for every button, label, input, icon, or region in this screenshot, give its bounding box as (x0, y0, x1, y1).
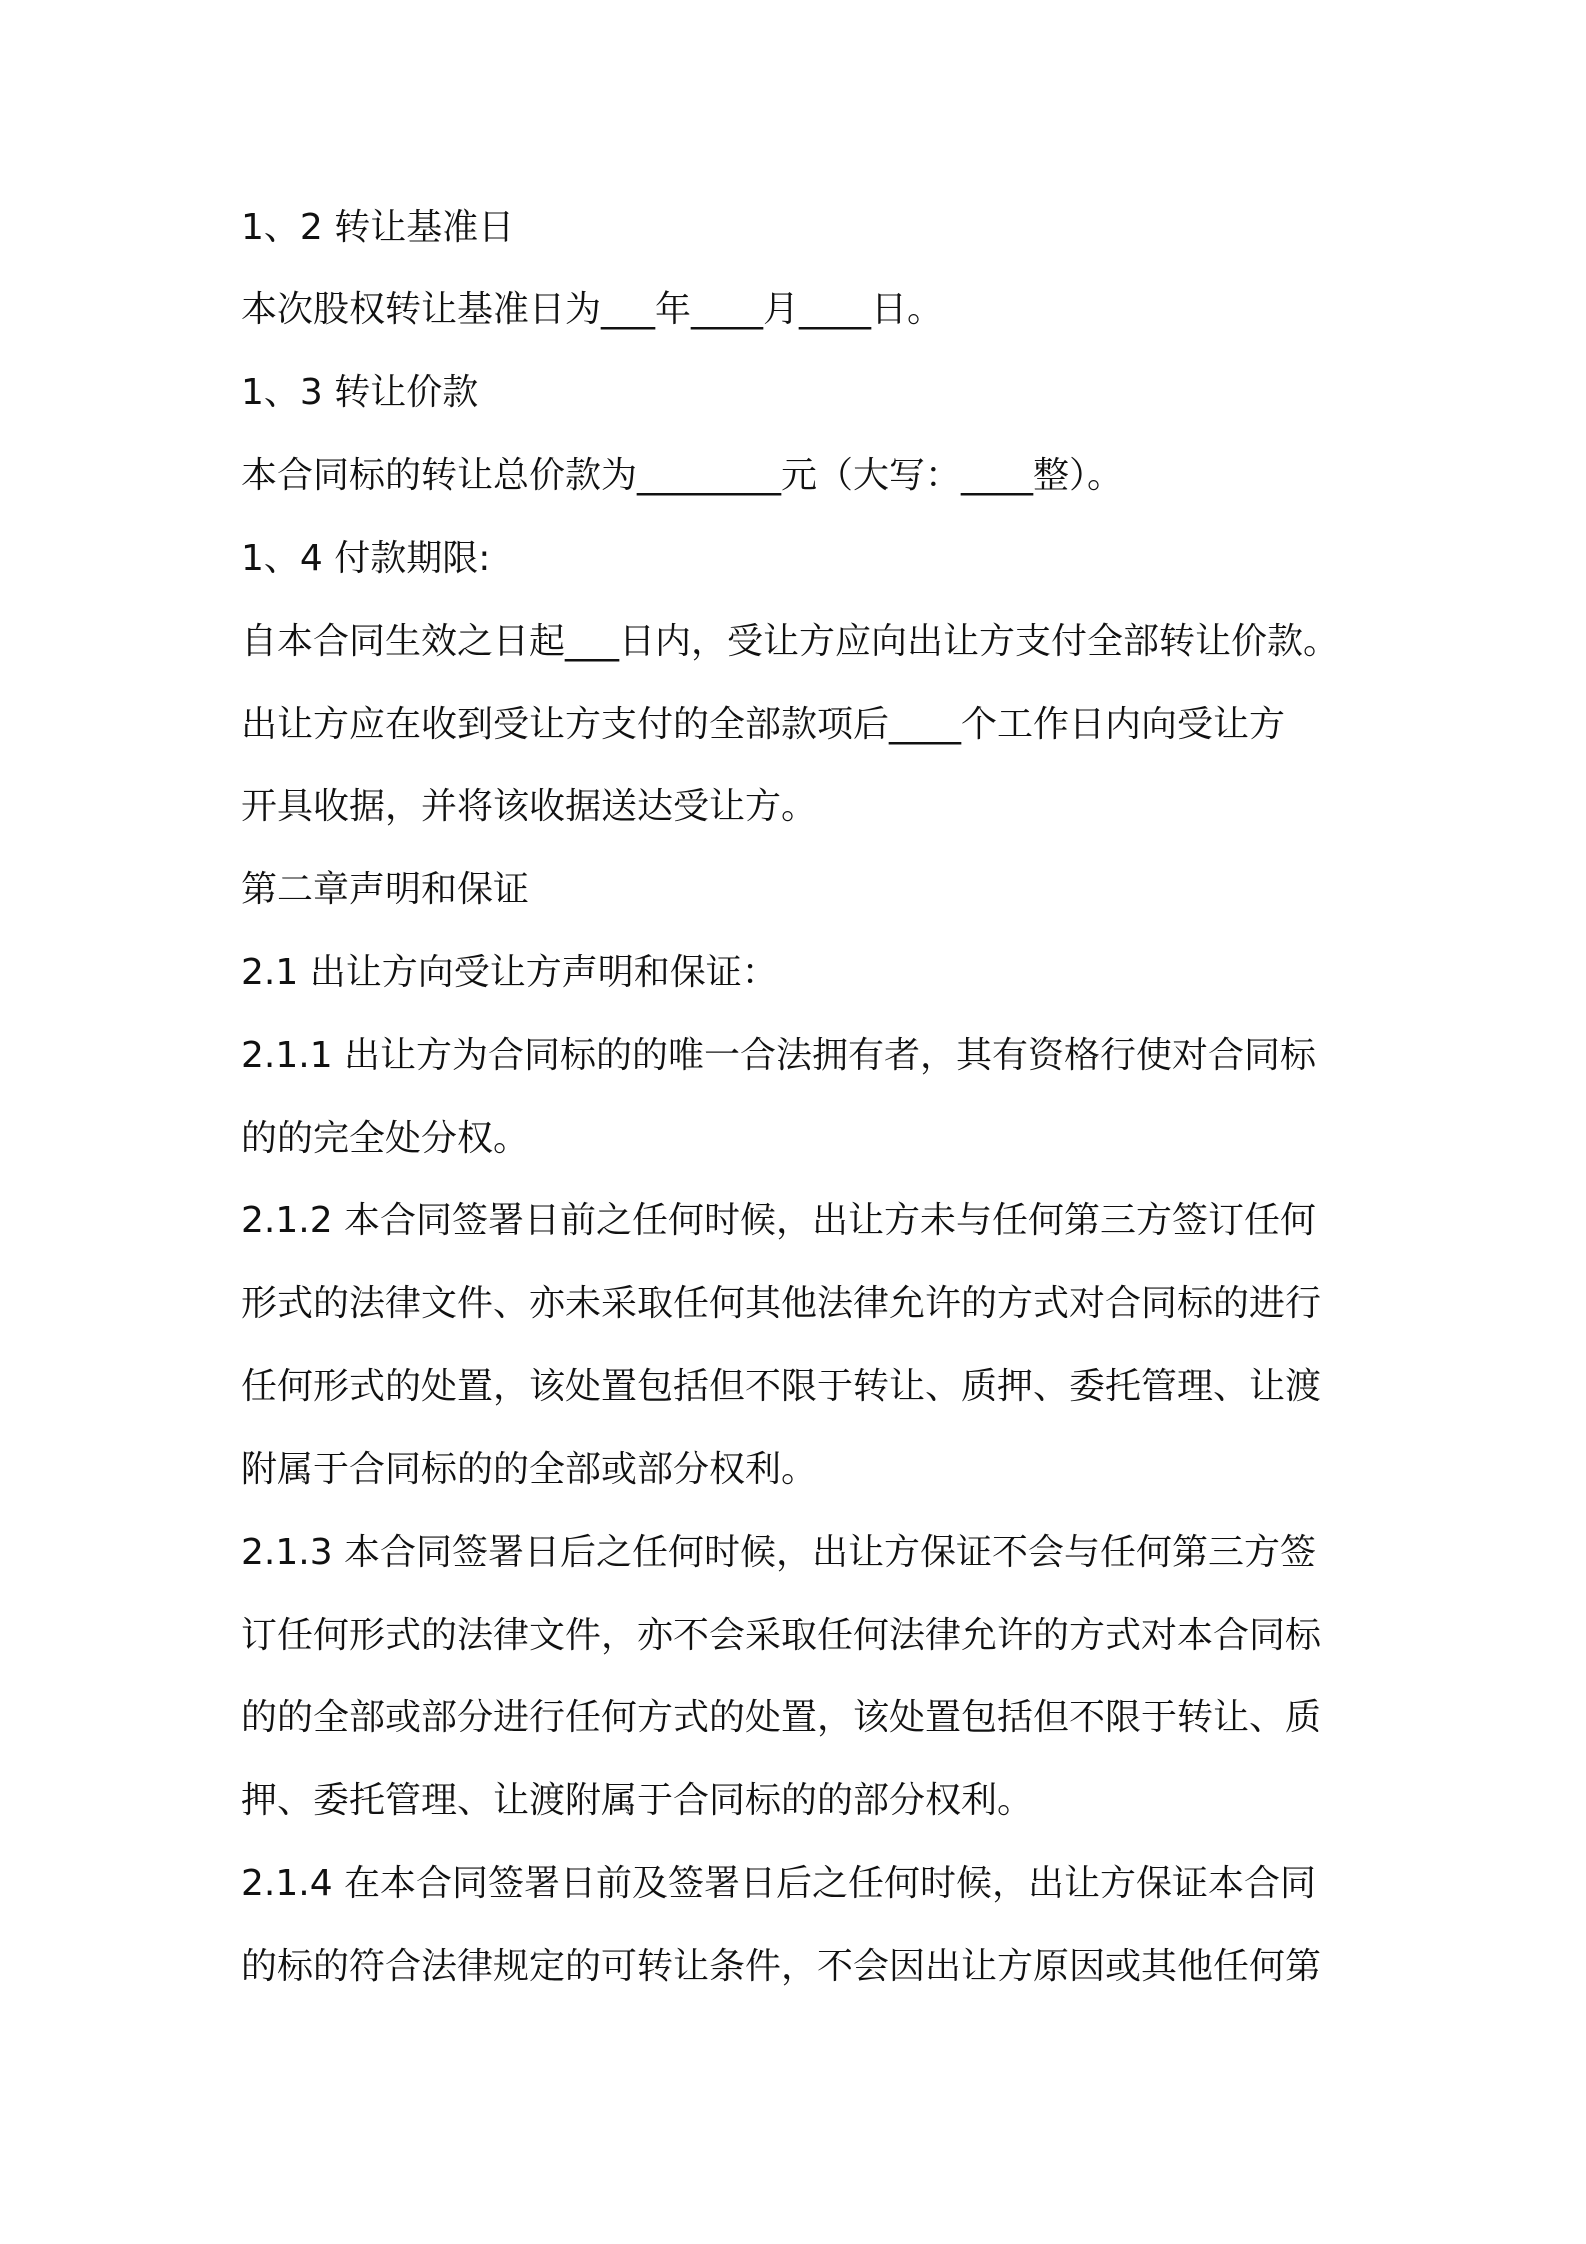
paragraph-line: 本合同标的转让总价款为________元（大写：____整）。 (241, 455, 1124, 496)
clause-2-1-4-line: 2.1.4 在本合同签署日前及签署日后之任何时候，出让方保证本合同 (241, 1863, 1317, 1904)
clause-2-1-2-line: 2.1.2 本合同签署日前之任何时候，出让方未与任何第三方签订任何 (241, 1200, 1317, 1241)
paragraph-line: 自本合同生效之日起___日内，受让方应向出让方支付全部转让价款。 (241, 621, 1340, 662)
clause-2-1-3-line: 订任何形式的法律文件，亦不会采取任何法律允许的方式对本合同标 (241, 1615, 1322, 1656)
clause-2-1-1-line: 2.1.1 出让方为合同标的的唯一合法拥有者，其有资格行使对合同标 (241, 1035, 1317, 1076)
clause-2-1-2-line: 形式的法律文件、亦未采取任何其他法律允许的方式对合同标的进行 (241, 1283, 1322, 1324)
clause-2-1-3-line: 的的全部或部分进行任何方式的处置，该处置包括但不限于转让、质 (241, 1697, 1322, 1738)
section-heading-1-2: 1、2 转让基准日 (241, 207, 515, 248)
clause-2-1-1-line: 的的完全处分权。 (241, 1118, 530, 1159)
paragraph-line: 出让方应在收到受让方支付的全部款项后____个工作日内向受让方 (241, 704, 1286, 745)
section-heading-2-1: 2.1 出让方向受让方声明和保证： (241, 952, 778, 993)
section-heading-1-4: 1、4 付款期限: (241, 538, 491, 579)
clause-2-1-3-line: 押、委托管理、让渡附属于合同标的的部分权利。 (241, 1780, 1034, 1821)
paragraph-line: 本次股权转让基准日为___年____月____日。 (241, 289, 944, 330)
section-heading-1-3: 1、3 转让价款 (241, 372, 479, 413)
clause-2-1-2-line: 附属于合同标的的全部或部分权利。 (241, 1449, 818, 1490)
clause-2-1-2-line: 任何形式的处置，该处置包括但不限于转让、质押、委托管理、让渡 (241, 1366, 1322, 1407)
paragraph-line: 开具收据，并将该收据送达受让方。 (241, 786, 818, 827)
chapter-heading: 第二章声明和保证 (241, 869, 530, 910)
clause-2-1-3-line: 2.1.3 本合同签署日后之任何时候，出让方保证不会与任何第三方签 (241, 1532, 1317, 1573)
clause-2-1-4-line: 的标的符合法律规定的可转让条件，不会因出让方原因或其他任何第 (241, 1946, 1322, 1987)
